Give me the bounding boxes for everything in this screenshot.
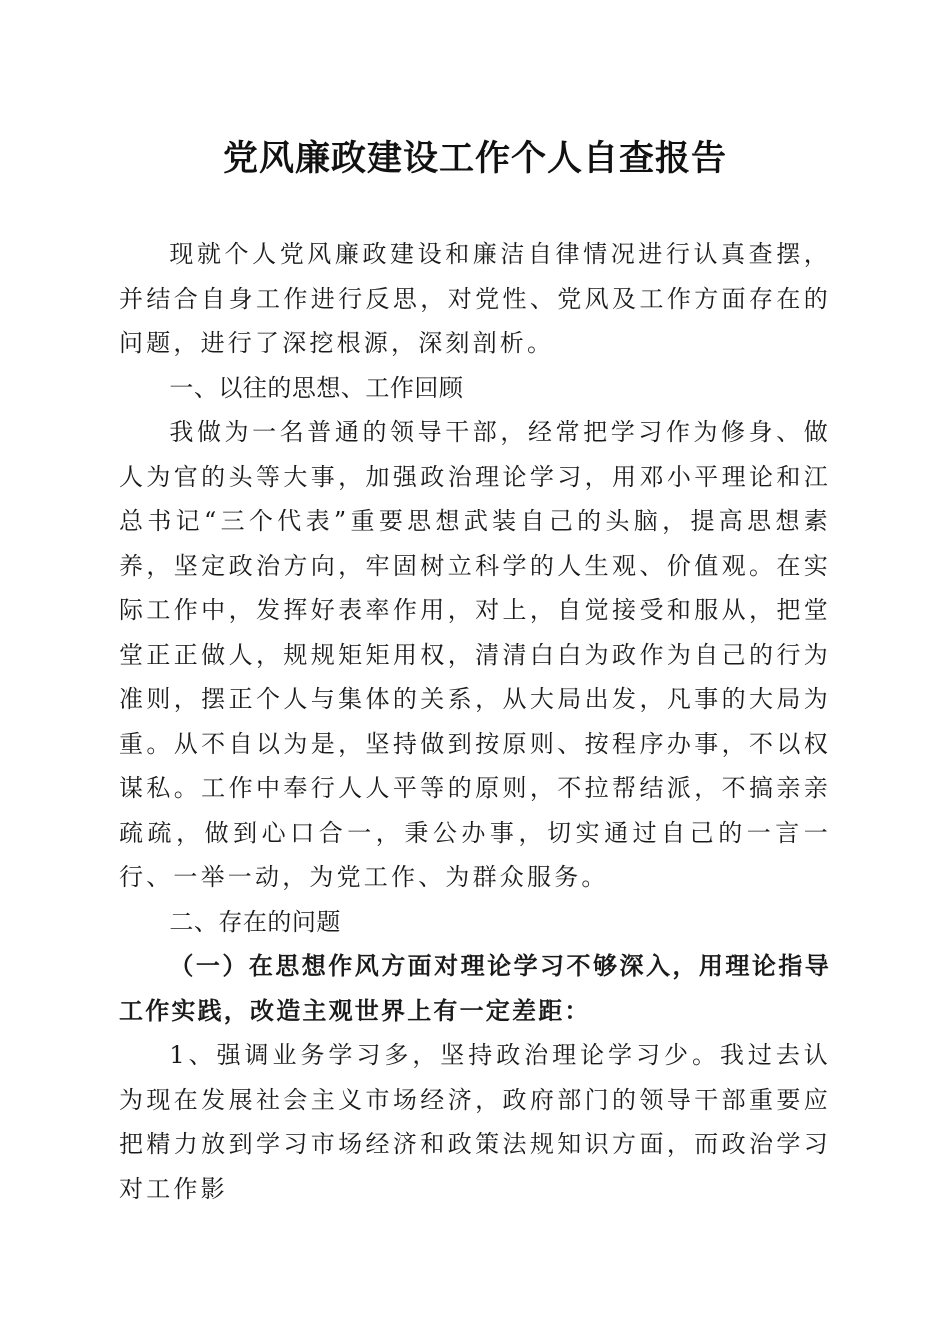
document-title: 党风廉政建设工作个人自查报告: [222, 138, 727, 179]
section-heading-review: 一、以往的思想、工作回顾: [169, 373, 464, 402]
review-paragraph: 我做为一名普通的领导干部，经常把学习作为修身、做人为官的头等大事，加强政治理论学习，用邓小平理论和江总书记“三个代表”重要思想武装自己的头脑，提高思想素养，坚定政治方向，牢固树立科学的人生观、价值观。在实际工作中，发挥好表率作用，对上，自觉接受和服从，把堂堂正正做人，规规矩矩用权，清清白白为政作为自己的行为准则，摆正个人与集体的关系，从大局出发，凡事的大局为重。从不自以为是，坚持做到按原则、按程序办事，不以权谋私。工作中奉行人人平等的原则，不拉帮结派，不搞亲亲疏疏，做到心口合一，秉公办事，切实通过自己的一言一行、一举一动，为党工作、为群众服务。: [119, 418, 831, 891]
document-body: [119, 232, 831, 1211]
section-heading-problems: 二、存在的问题: [169, 907, 341, 936]
problem-item-1: 1、强调业务学习多，坚持政治理论学习少。我过去认为现在发展社会主义市场经济，政府部门的领导干部重要应把精力放到学习市场经济和政策法规知识方面，而政治学习对工作影: [119, 1041, 831, 1203]
subsection-heading-thinking-style: （一）在思想作风方面对理论学习不够深入，用理论指导工作实践，改造主观世界上有一定差距：: [119, 951, 831, 1025]
intro-paragraph: 现就个人党风廉政建设和廉洁自律情况进行认真查摆，并结合自身工作进行反思，对党性、党风及工作方面存在的问题，进行了深挖根源，深刻剖析。: [119, 240, 831, 357]
